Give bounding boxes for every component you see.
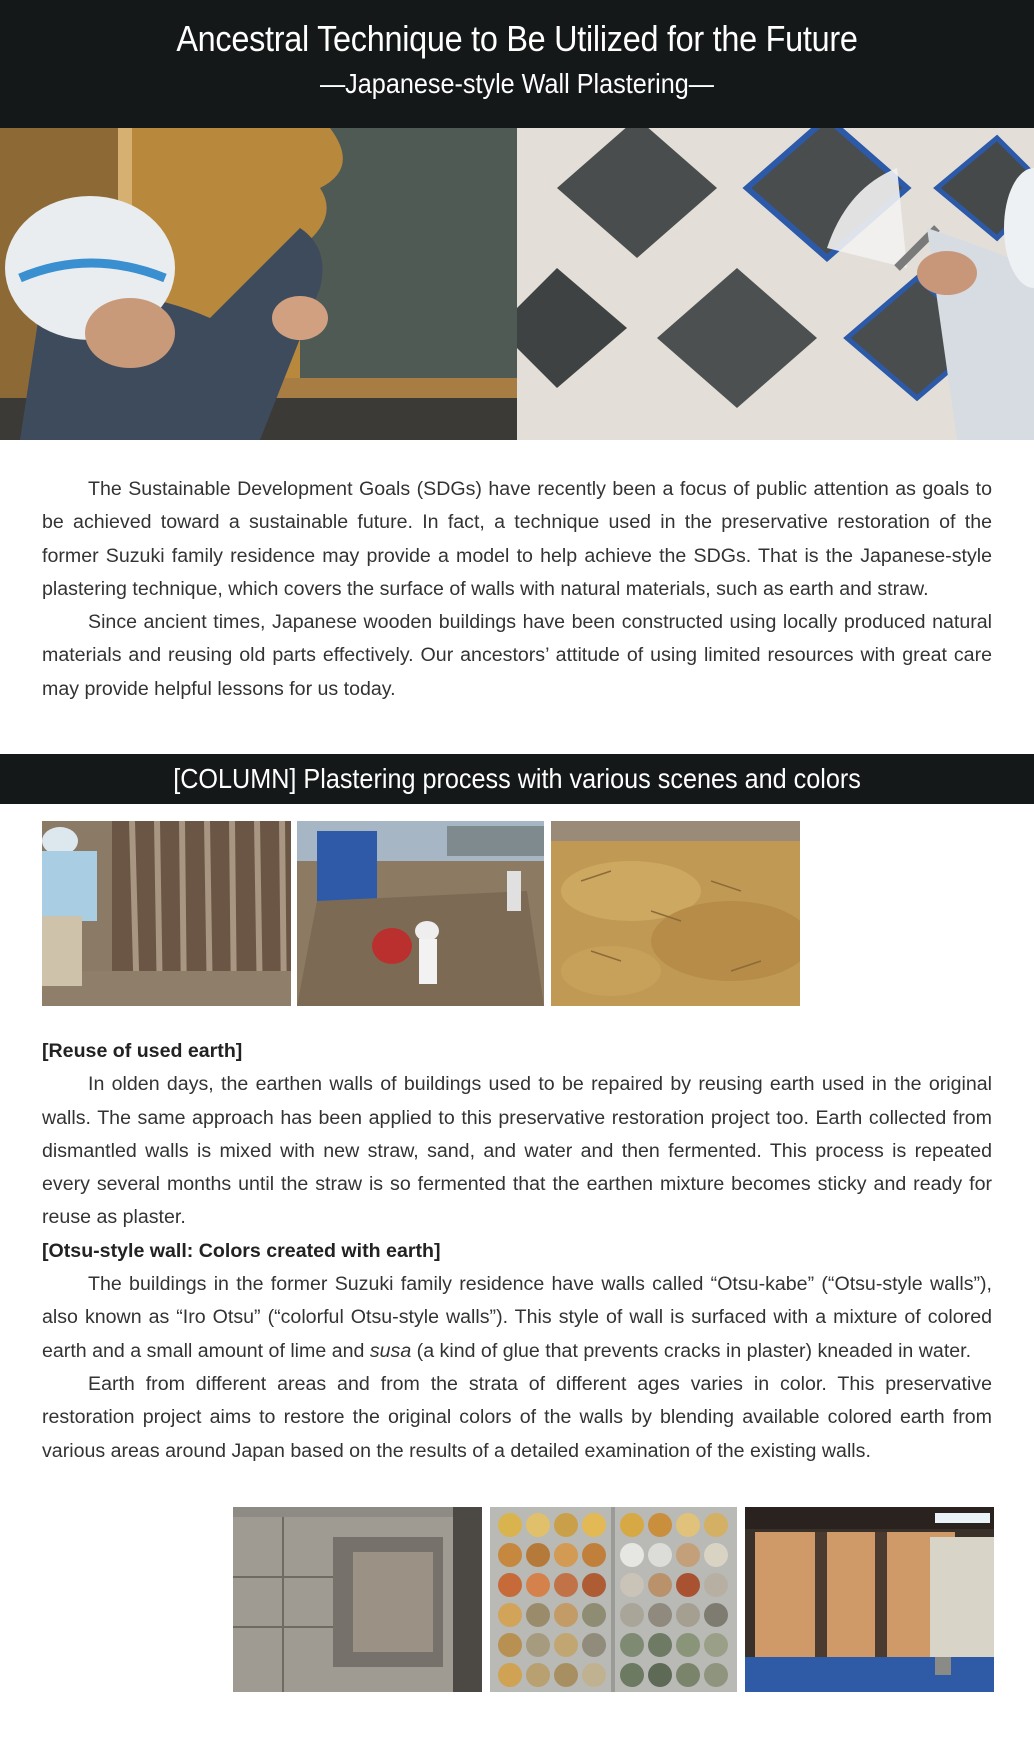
susa-term: susa [369, 1339, 412, 1362]
photo-plasterer-lattice-wall [517, 128, 1034, 440]
column-title: [COLUMN] Plastering process with various scenes and colors [173, 763, 861, 794]
page-subtitle: —Japanese-style Wall Plastering— [319, 68, 715, 99]
column-text [42, 1035, 992, 1468]
otsu-wall-paragraph-2: Earth from different areas and from the strata of different ages varies in color. This preservative restoration project aims to restore the original colors of the walls by blending available colored earth from various areas around Japan based on the results of a detailed examination of the existing walls. [42, 1372, 992, 1462]
photo-restored-otsu-wall [745, 1507, 994, 1692]
reuse-earth-heading: [Reuse of used earth] [42, 1040, 243, 1062]
photo-mixing-earth-pit [297, 821, 544, 1006]
otsu-wall-paragraph-1-text: The buildings in the former Suzuki family residence have walls called “Otsu-kabe” (“Otsu-style walls”), also known as “Iro Otsu” (“colorful Otsu-style walls”). This style of wall is surfaced with a mixture of colored earth and a small amount of lime and [42, 1273, 992, 1362]
otsu-wall-heading: [Otsu-style wall: Colors created with earth] [42, 1239, 441, 1262]
otsu-wall-paragraph-1 [42, 1268, 992, 1368]
intro-paragraph-1: The Sustainable Development Goals (SDGs) have recently been a focus of public attention as goals to be achieved toward a sustainable future. In fact, a technique used in the preservative restoration of the former Suzuki family residence may provide a model to help achieve the SDGs. That is the Japanese-style plastering technique, which covers the surface of walls with natural materials, such as earth and straw. [42, 478, 992, 600]
photo-wall-cross-section [233, 1507, 482, 1692]
otsu-wall-paragraph-1-end: (a kind of glue that prevents cracks in plaster) kneaded in water. [411, 1339, 972, 1362]
reuse-earth-paragraph: In olden days, the earthen walls of buildings used to be repaired by reusing earth used in the original walls. The same approach has been applied to this preservative restoration project too. Earth collected from dismantled walls is mixed with new straw, sand, and water and then fermented. This process is repeated every several months until the straw is so fermented that the earthen mixture becomes sticky and ready for reuse as plaster. [42, 1073, 992, 1229]
column-title-bar [0, 754, 1034, 804]
photo-plasterer-applying-earth [0, 128, 517, 440]
photo-fermenting-earth [551, 821, 800, 1006]
photo-dismantling-wall [42, 821, 291, 1006]
intro-paragraph-2: Since ancient times, Japanese wooden buildings have been constructed using locally produced natural materials and reusing old parts effectively. Our ancestors’ attitude of using limited resources with great care may provide helpful lessons for us today. [42, 611, 992, 700]
page-title: Ancestral Technique to Be Utilized for the Future [176, 18, 858, 59]
intro-text [42, 473, 992, 706]
page-header [0, 0, 1034, 128]
photo-colored-earth-samples [490, 1507, 737, 1692]
